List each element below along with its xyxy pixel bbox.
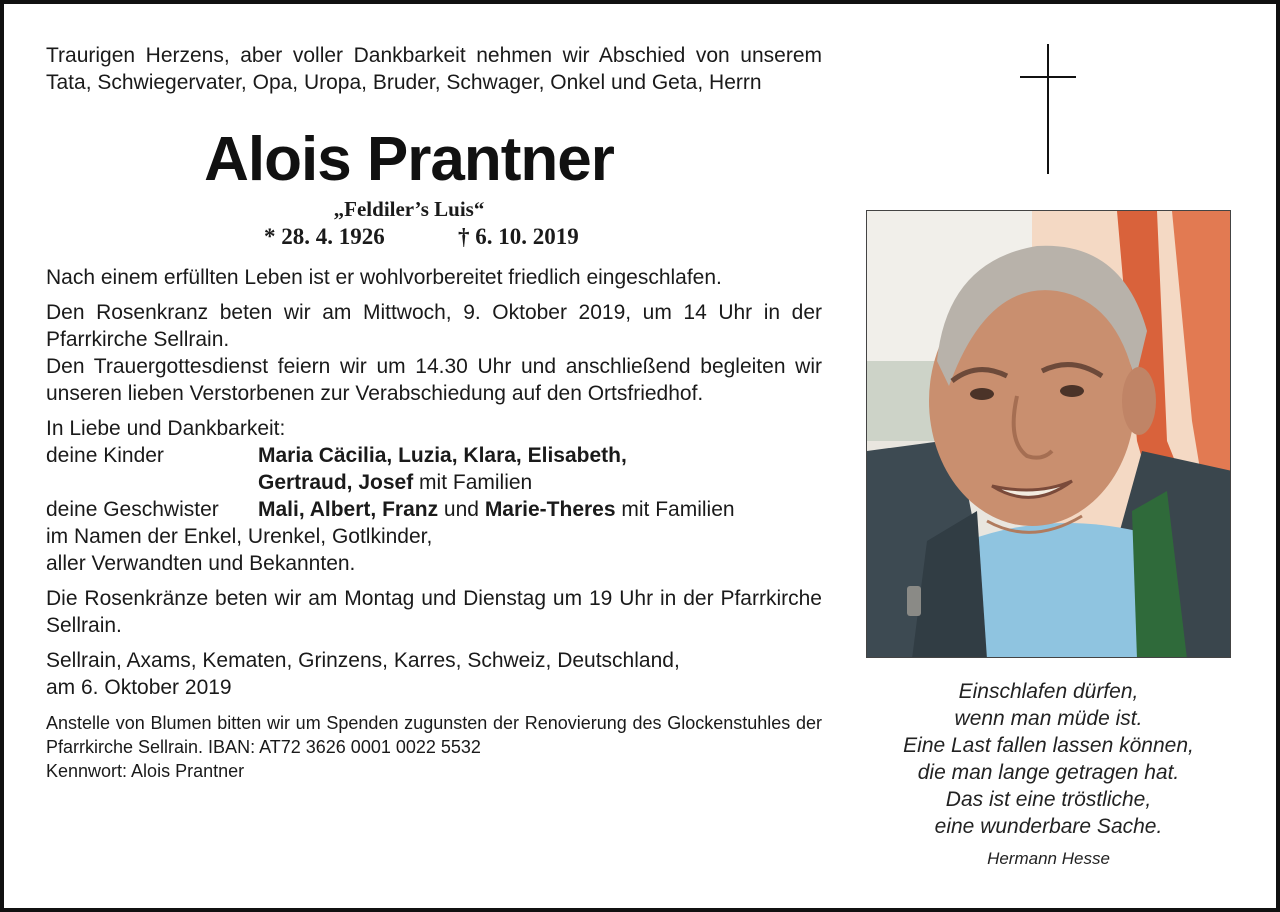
poem-author: Hermann Hesse xyxy=(987,849,1110,868)
children-row xyxy=(46,442,822,469)
children-names-line-1 xyxy=(258,442,627,469)
others-line-2: aller Verwandten und Bekannten. xyxy=(46,552,356,575)
children-suffix: mit Familien xyxy=(413,471,533,494)
poem-line: Einschlafen dürfen, xyxy=(958,680,1139,703)
notice-text-column xyxy=(46,42,822,783)
portrait-photo xyxy=(866,210,1231,658)
children-row-2 xyxy=(46,469,822,496)
siblings-suffix: mit Familien xyxy=(615,498,735,521)
siblings-names-1: Mali, Albert, Franz xyxy=(258,498,439,521)
siblings-label: deine Geschwister xyxy=(46,498,219,521)
siblings-and: und xyxy=(438,498,485,521)
poem-line: Das ist eine tröstliche, xyxy=(945,788,1152,811)
deceased-name: Alois Prantner xyxy=(204,125,614,194)
others-line-1: im Namen der Enkel, Urenkel, Gotlkinder, xyxy=(46,525,433,548)
places-line-1: Sellrain, Axams, Kematen, Grinzens, Karres, Schweiz, Deutschland, xyxy=(46,649,680,672)
children-label: deine Kinder xyxy=(46,444,164,467)
cross-vertical-bar xyxy=(1047,44,1049,174)
intro-text: Traurigen Herzens, aber voller Dankbarkeit nehmen wir Abschied von unserem Tata, Schwiegervater, Opa, Uropa, Bruder, Schwager, Onkel und Geta, Herrn xyxy=(46,44,822,94)
mourners-heading: In Liebe und Dankbarkeit: xyxy=(46,417,286,440)
poem-line: Eine Last fallen lassen können, xyxy=(903,734,1194,757)
siblings-names-line xyxy=(258,496,735,523)
passing-text: Nach einem erfüllten Leben ist er wohlvorbereitet friedlich eingeschlafen. xyxy=(46,266,722,289)
portrait-image xyxy=(867,211,1231,658)
poem xyxy=(866,678,1231,840)
places-line-2: am 6. Oktober 2019 xyxy=(46,676,232,699)
mourners-block xyxy=(46,415,822,577)
rosaries-text: Die Rosenkränze beten wir am Montag und Dienstag um 19 Uhr in der Pfarrkirche Sellrain. xyxy=(46,587,822,637)
donation-keyword: Kennwort: Alois Prantner xyxy=(46,761,245,781)
rosary-text: Den Rosenkranz beten wir am Mittwoch, 9. Oktober 2019, um 14 Uhr in der Pfarrkirche Sellrain. xyxy=(46,301,822,351)
poem-line: die man lange getragen hat. xyxy=(917,761,1180,784)
deceased-nickname: „Feldiler’s Luis“ xyxy=(333,197,485,221)
poem-line: wenn man müde ist. xyxy=(954,707,1143,730)
siblings-names-2: Marie-Theres xyxy=(484,498,616,521)
siblings-row xyxy=(46,496,822,523)
children-names-line-2 xyxy=(258,469,532,496)
death-date: † 6. 10. 2019 xyxy=(458,224,579,249)
children-names-2: Gertraud, Josef xyxy=(258,471,414,494)
children-names-1: Maria Cäcilia, Luzia, Klara, Elisabeth, xyxy=(258,444,627,467)
places-block xyxy=(46,647,822,701)
funeral-text: Den Trauergottesdienst feiern wir um 14.30 Uhr und anschließend begleiten wir unseren lieben Verstorbenen zur Verabschiedung auf den Ortsfriedhof. xyxy=(46,355,822,405)
poem-line: eine wunderbare Sache. xyxy=(934,815,1163,838)
life-dates xyxy=(46,222,822,254)
cross-horizontal-bar xyxy=(1020,76,1076,78)
cross-icon xyxy=(1020,44,1076,174)
donation-text: Anstelle von Blumen bitten wir um Spenden zugunsten der Renovierung des Glockenstuhles der Pfarrkirche Sellrain. IBAN: AT72 3626 0001 0022 5532 xyxy=(46,713,822,757)
birth-date: * 28. 4. 1926 xyxy=(264,224,385,249)
